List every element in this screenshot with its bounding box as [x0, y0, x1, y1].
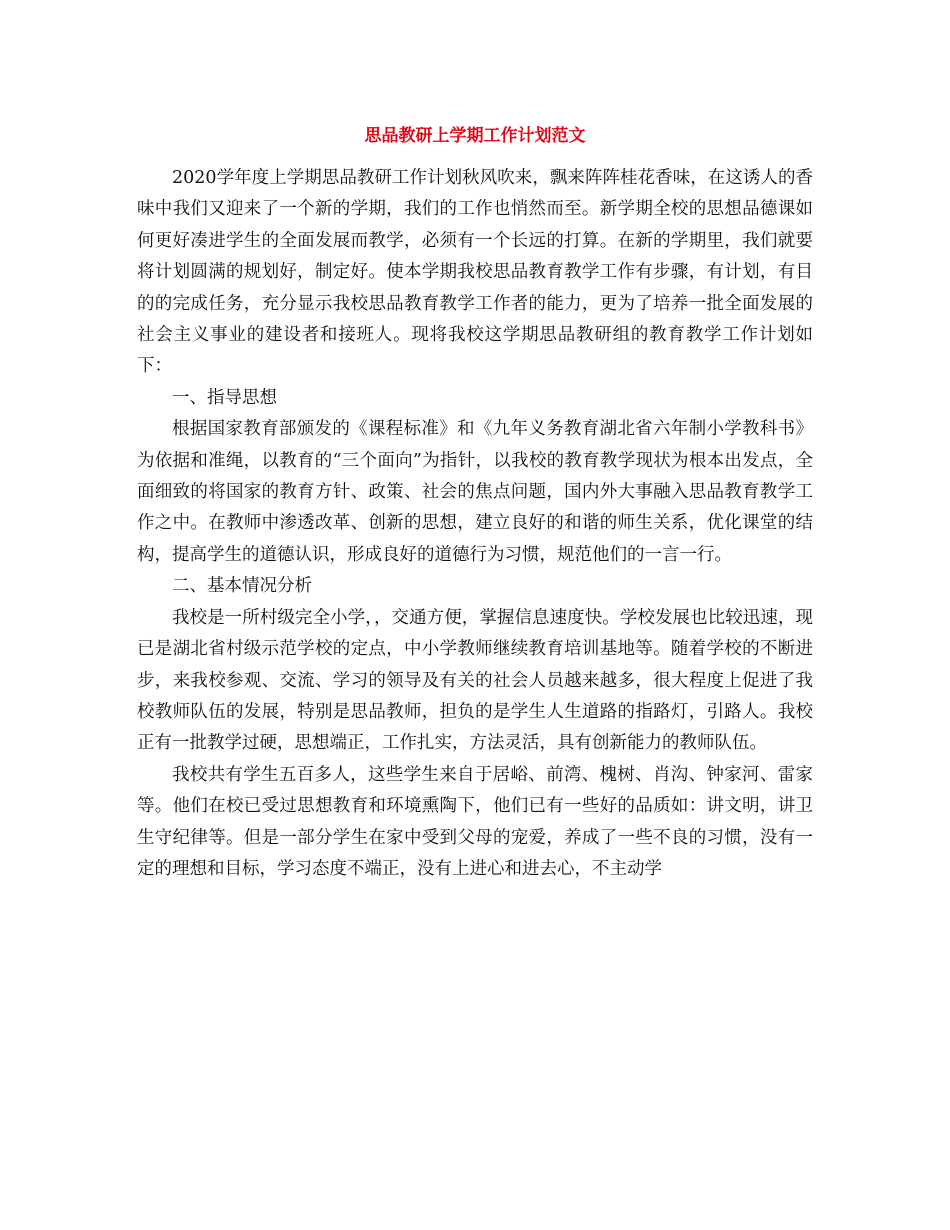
section-heading-guiding-ideology: 一、指导思想: [172, 387, 277, 408]
paragraph-intro: 2020学年度上学期思品教研工作计划秋风吹来，飘来阵阵桂花香味，在这诱人的香味中我们又迎来了一个新的学期，我们的工作也悄然而至。新学期全校的思想品德课如何更好凑进学生的全面发展而教学，必须有一个长远的打算。在新的学期里，我们就要将计划圆满的规划好，制定好。使本学期我校思品教育教学工作有步骤，有计划，有目的的完成任务，充分显示我校思品教育教学工作者的能力，更为了培养一批全面发展的社会主义事业的建设者和接班人。现将我校这学期思品教研组的教育教学工作计划如下：: [137, 168, 813, 377]
document-title: 思品教研上学期工作计划范文: [364, 126, 586, 146]
paragraph-school-overview: 我校是一所村级完全小学，，交通方便，掌握信息速度快。学校发展也比较迅速，现已是湖北省村级示范学校的定点，中小学教师继续教育培训基地等。随着学校的不断进步，来我校参观、交流、学习的领导及有关的社会人员越来越多，很大程度上促进了我校教师队伍的发展，特别是思品教师，担负的是学生人生道路的指路灯，引路人。我校正有一批教学过硬，思想端正，工作扎实，方法灵活，具有创新能力的教师队伍。: [137, 607, 813, 754]
paragraph-guiding-ideology: 根据国家教育部颁发的《课程标准》和《九年义务教育湖北省六年制小学教科书》为依据和准绳，以教育的“三个面向”为指针，以我校的教育教学现状为根本出发点，全面细致的将国家的教育方针、政策、社会的焦点问题，国内外大事融入思品教育教学工作之中。在教师中渗透改革、创新的思想，建立良好的和谐的师生关系，优化课堂的结构，提高学生的道德认识，形成良好的道德行为习惯，规范他们的一言一行。: [137, 419, 813, 565]
document-body: [137, 163, 813, 885]
paragraph-student-overview: 我校共有学生五百多人，这些学生来自于居峪、前湾、槐树、肖沟、钟家河、雷家等。他们在校已受过思想教育和环境熏陶下，他们已有一些好的品质如：讲文明，讲卫生守纪律等。但是一部分学生在家中受到父母的宠爱，养成了一些不良的习惯，没有一定的理想和目标，学习态度不端正，没有上进心和进去心，不主动学: [137, 764, 813, 879]
section-heading-situation-analysis: 二、基本情况分析: [172, 576, 312, 597]
